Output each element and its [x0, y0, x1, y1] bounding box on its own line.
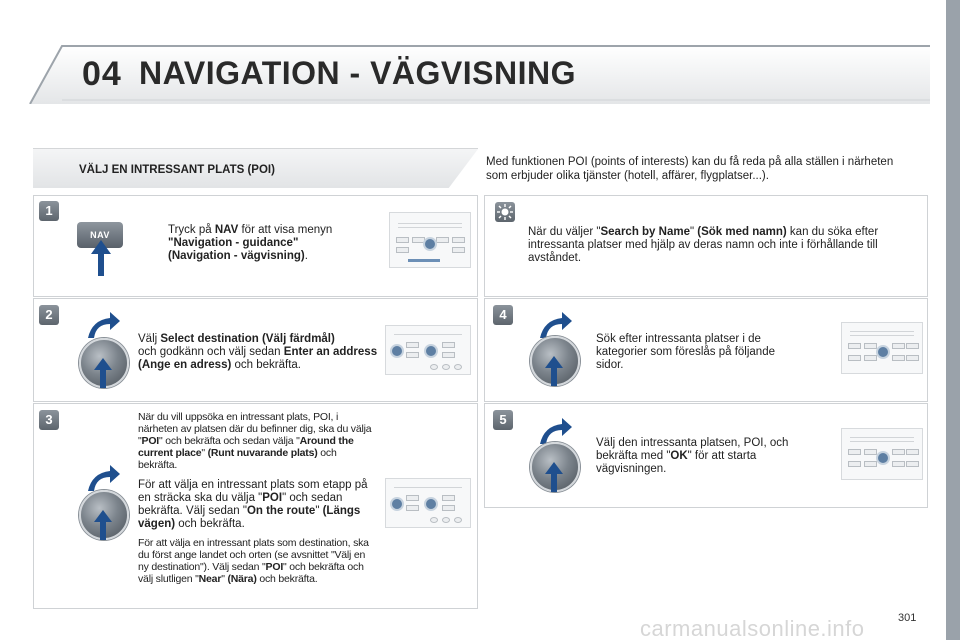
push-arrow-icon [544, 356, 564, 386]
text-run: När du väljer " [528, 226, 601, 238]
edge-bar [946, 0, 960, 640]
text-bold: (Nära) [227, 573, 257, 585]
text-bold: POI [141, 435, 160, 447]
text-run: " [315, 505, 323, 517]
radio-unit-illustration [841, 428, 923, 480]
text-bold: OK [670, 450, 688, 462]
text-bold: NAV [214, 224, 239, 236]
radio-unit-illustration [385, 478, 471, 528]
step-3-text-b [138, 479, 374, 531]
rotate-arrow-icon [86, 312, 122, 340]
text-run: Välj den intressanta platsen, POI, och bekräfta med " [596, 437, 789, 462]
section-title: VÄLJ EN INTRESSANT PLATS (POI) [79, 164, 275, 176]
text-run: " [689, 226, 698, 238]
section-header [33, 148, 478, 188]
text-run: och godkänn och välj sedan [138, 346, 284, 358]
text-bold: (Sök med namn) [697, 226, 787, 238]
info-text [528, 226, 908, 265]
text-bold: (Runt nuvarande plats) [207, 447, 318, 459]
text-run: " [221, 573, 228, 585]
step-number-5: 5 [493, 410, 513, 430]
push-arrow-icon [93, 358, 113, 388]
rotate-arrow-icon [86, 465, 122, 493]
text-run: " [201, 447, 208, 459]
text-bold: Around the current place [138, 435, 354, 459]
step-number-1: 1 [39, 201, 59, 221]
text-run: . [304, 250, 308, 262]
step-number-2: 2 [39, 305, 59, 325]
text-bold: POI [262, 492, 283, 504]
push-arrow-icon [89, 240, 113, 276]
page-title: NAVIGATION - VÄGVISNING [139, 55, 576, 91]
text-run: När du vill uppsöka en intressant plats, POI, i närheten av platsen där du befinner dig, ska du välja " [138, 411, 372, 447]
text-run: för att visa menyn [238, 224, 333, 236]
push-arrow-icon [93, 510, 113, 540]
text-bold: Search by Name [600, 226, 690, 238]
text-run: För att välja en intressant plats som destination, ska du först ange landet och orten (se avsnittet "Välj en ny destination"). Välj sedan " [138, 537, 369, 573]
lightbulb-icon [495, 202, 515, 222]
page-number: 301 [898, 612, 917, 624]
step-number-3: 3 [39, 410, 59, 430]
step-4-text: Sök efter intressanta platser i de kategorier som föreslås på följande sidor. [596, 333, 775, 371]
chapter-number: 04 [82, 55, 122, 93]
text-bold: (Navigation - vägvisning) [168, 250, 305, 262]
text-run: kan du söka efter intressanta platser med hjälp av deras namn och inte i förhållande till avståndet. [528, 226, 879, 264]
step-1-text [168, 224, 368, 263]
text-bold: POI [265, 561, 284, 573]
push-arrow-icon [544, 462, 564, 492]
step-2-text [138, 333, 378, 372]
text-run: och bekräfta. [175, 518, 245, 530]
text-run: Välj [138, 333, 161, 345]
text-run: " och bekräfta och sedan välja " [159, 435, 300, 447]
text-run: " och bekräfta och välj slutligen " [138, 561, 364, 585]
text-run: " och sedan bekräfta. Välj sedan " [138, 492, 343, 517]
radio-unit-illustration [841, 322, 923, 374]
step-number-4: 4 [493, 305, 513, 325]
step-3-text-c [138, 537, 374, 585]
text-bold: Select destination (Välj färdmål) [160, 333, 335, 345]
text-bold: On the route [246, 505, 316, 517]
radio-unit-illustration [385, 325, 471, 375]
text-bold: Enter an address (Ange en adress) [138, 346, 378, 371]
watermark: carmanualsonline.info [640, 616, 865, 640]
text-run: " för att starta vägvisningen. [596, 450, 757, 475]
text-run: För att välja en intressant plats som etapp på en sträcka ska du välja " [138, 479, 368, 504]
text-run: Tryck på [168, 224, 215, 236]
text-run: och bekräfta. [138, 447, 337, 471]
step-5-text [596, 437, 811, 476]
radio-unit-illustration [389, 212, 471, 268]
section-intro: Med funktionen POI (points of interests) kan du få reda på alla ställen i närheten som erbjuder olika tjänster (hotell, affärer, flygplatser...). [486, 156, 894, 182]
text-bold: (Längs vägen) [138, 505, 361, 530]
text-bold: Near [198, 573, 222, 585]
text-run: och bekräfta. [231, 359, 301, 371]
text-bold: "Navigation - guidance" [168, 237, 299, 249]
nav-button-icon: NAV [77, 222, 123, 248]
text-run: och bekräfta. [256, 573, 318, 585]
step-3-text-a [138, 411, 374, 471]
